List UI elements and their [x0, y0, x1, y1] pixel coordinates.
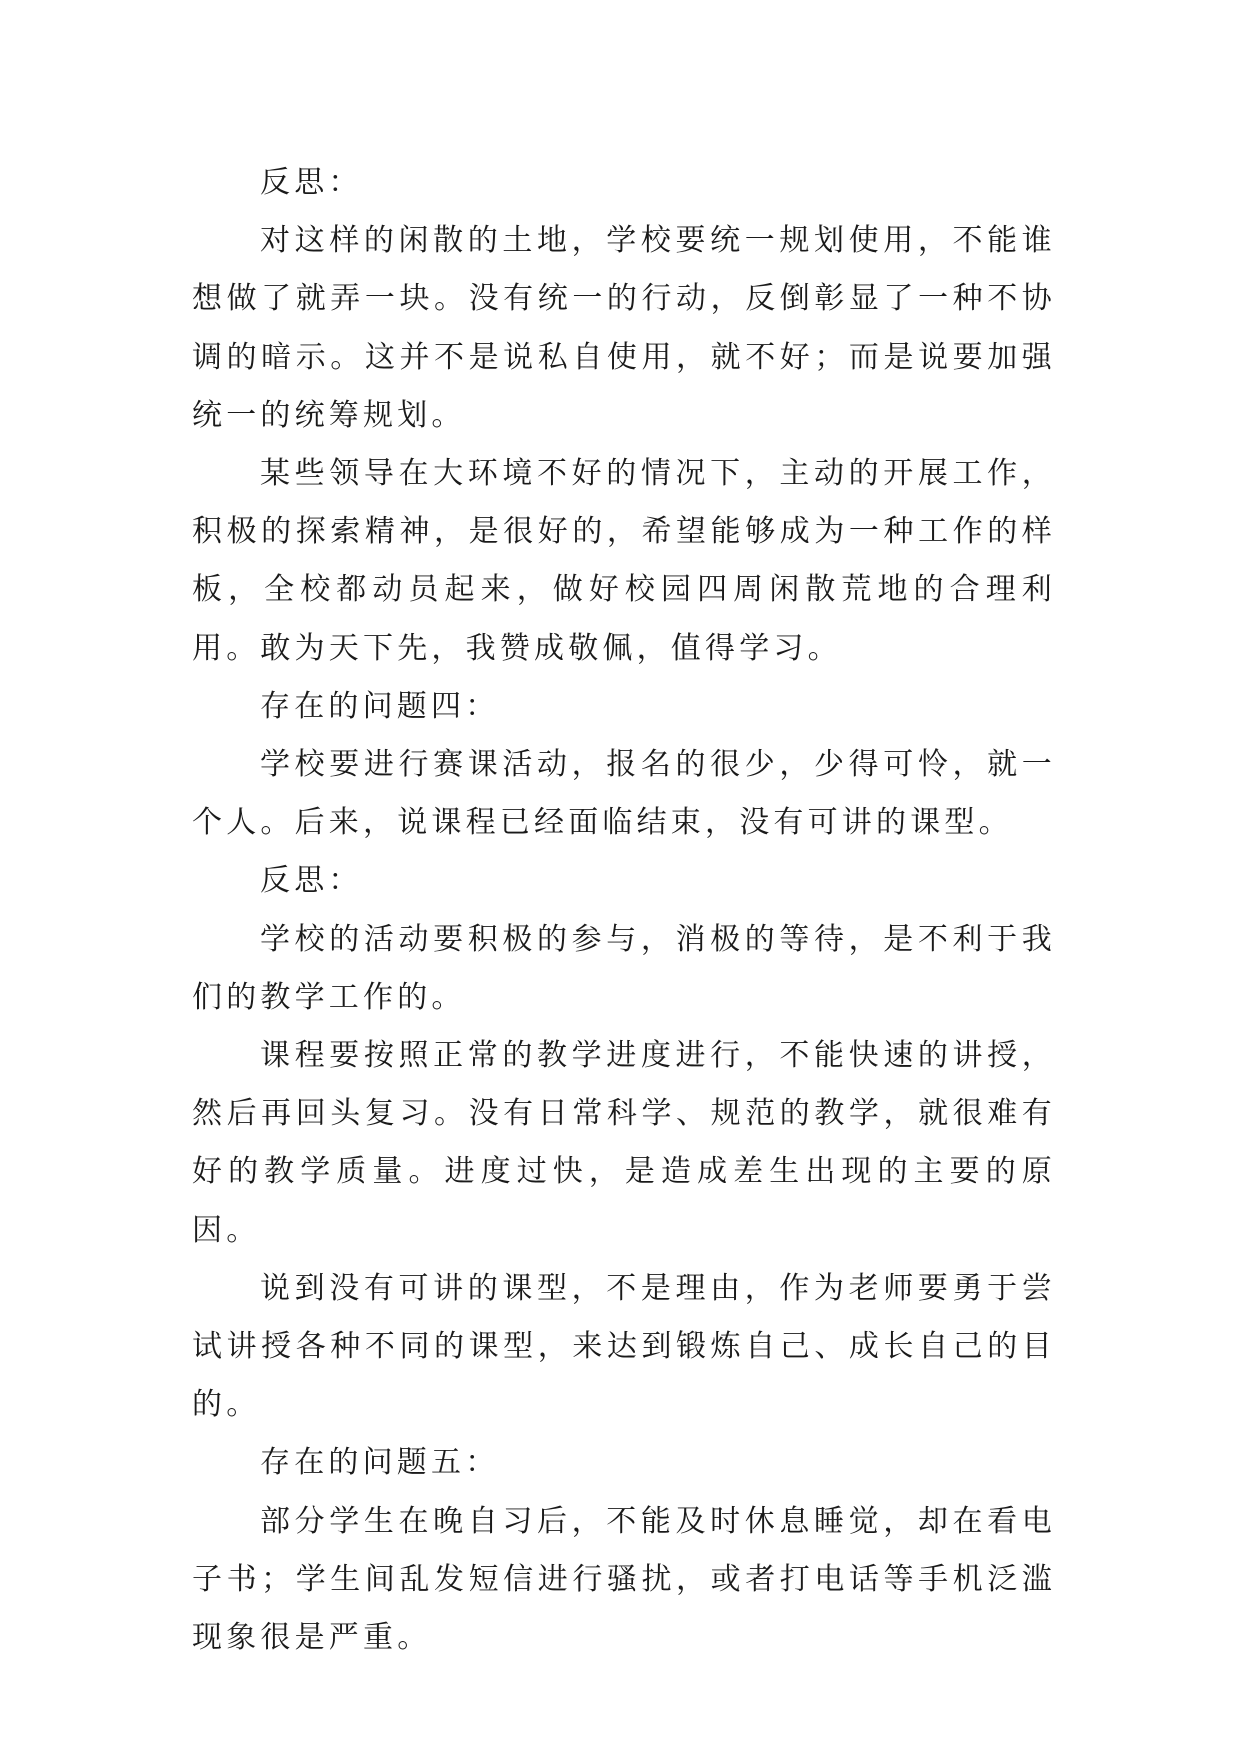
paragraph-problem-five-heading: 存在的问题五： [260, 1445, 500, 1481]
document-body [192, 154, 1056, 1667]
paragraph-problem-four-heading: 存在的问题四： [260, 688, 500, 724]
paragraph-reflection-heading-1: 反思： [260, 165, 363, 200]
paragraph-lesson-types: 说到没有可讲的课型，不是理由，作为老师要勇于尝试讲授各种不同的课型，来达到锻炼自己、成长自己的目的。 [192, 1270, 1056, 1423]
paragraph-active-participation: 学校的活动要积极的参与，消极的等待，是不利于我们的教学工作的。 [192, 921, 1056, 1015]
paragraph-phone-abuse: 部分学生在晚自习后，不能及时休息睡觉，却在看电子书；学生间乱发短信进行骚扰，或者打电话等手机泛滥现象很是严重。 [192, 1503, 1056, 1656]
paragraph-teaching-progress: 课程要按照正常的教学进度进行，不能快速的讲授，然后再回头复习。没有日常科学、规范的教学，就很难有好的教学质量。进度过快，是造成差生出现的主要的原因。 [192, 1038, 1056, 1248]
paragraph-reflection-heading-2: 反思： [260, 863, 363, 899]
paragraph-leadership-initiative: 某些领导在大环境不好的情况下，主动的开展工作，积极的探索精神，是很好的，希望能够成为一种工作的样板，全校都动员起来，做好校园四周闲散荒地的合理利用。敢为天下先，我赞成敬佩，值得学习。 [192, 456, 1056, 666]
paragraph-land-planning: 对这样的闲散的土地，学校要统一规划使用，不能谁想做了就弄一块。没有统一的行动，反倒彰显了一种不协调的暗示。这并不是说私自使用，就不好；而是说要加强统一的统筹规划。 [192, 223, 1056, 433]
paragraph-lesson-competition: 学校要进行赛课活动，报名的很少，少得可怜，就一个人。后来，说课程已经面临结束，没有可讲的课型。 [192, 747, 1056, 841]
